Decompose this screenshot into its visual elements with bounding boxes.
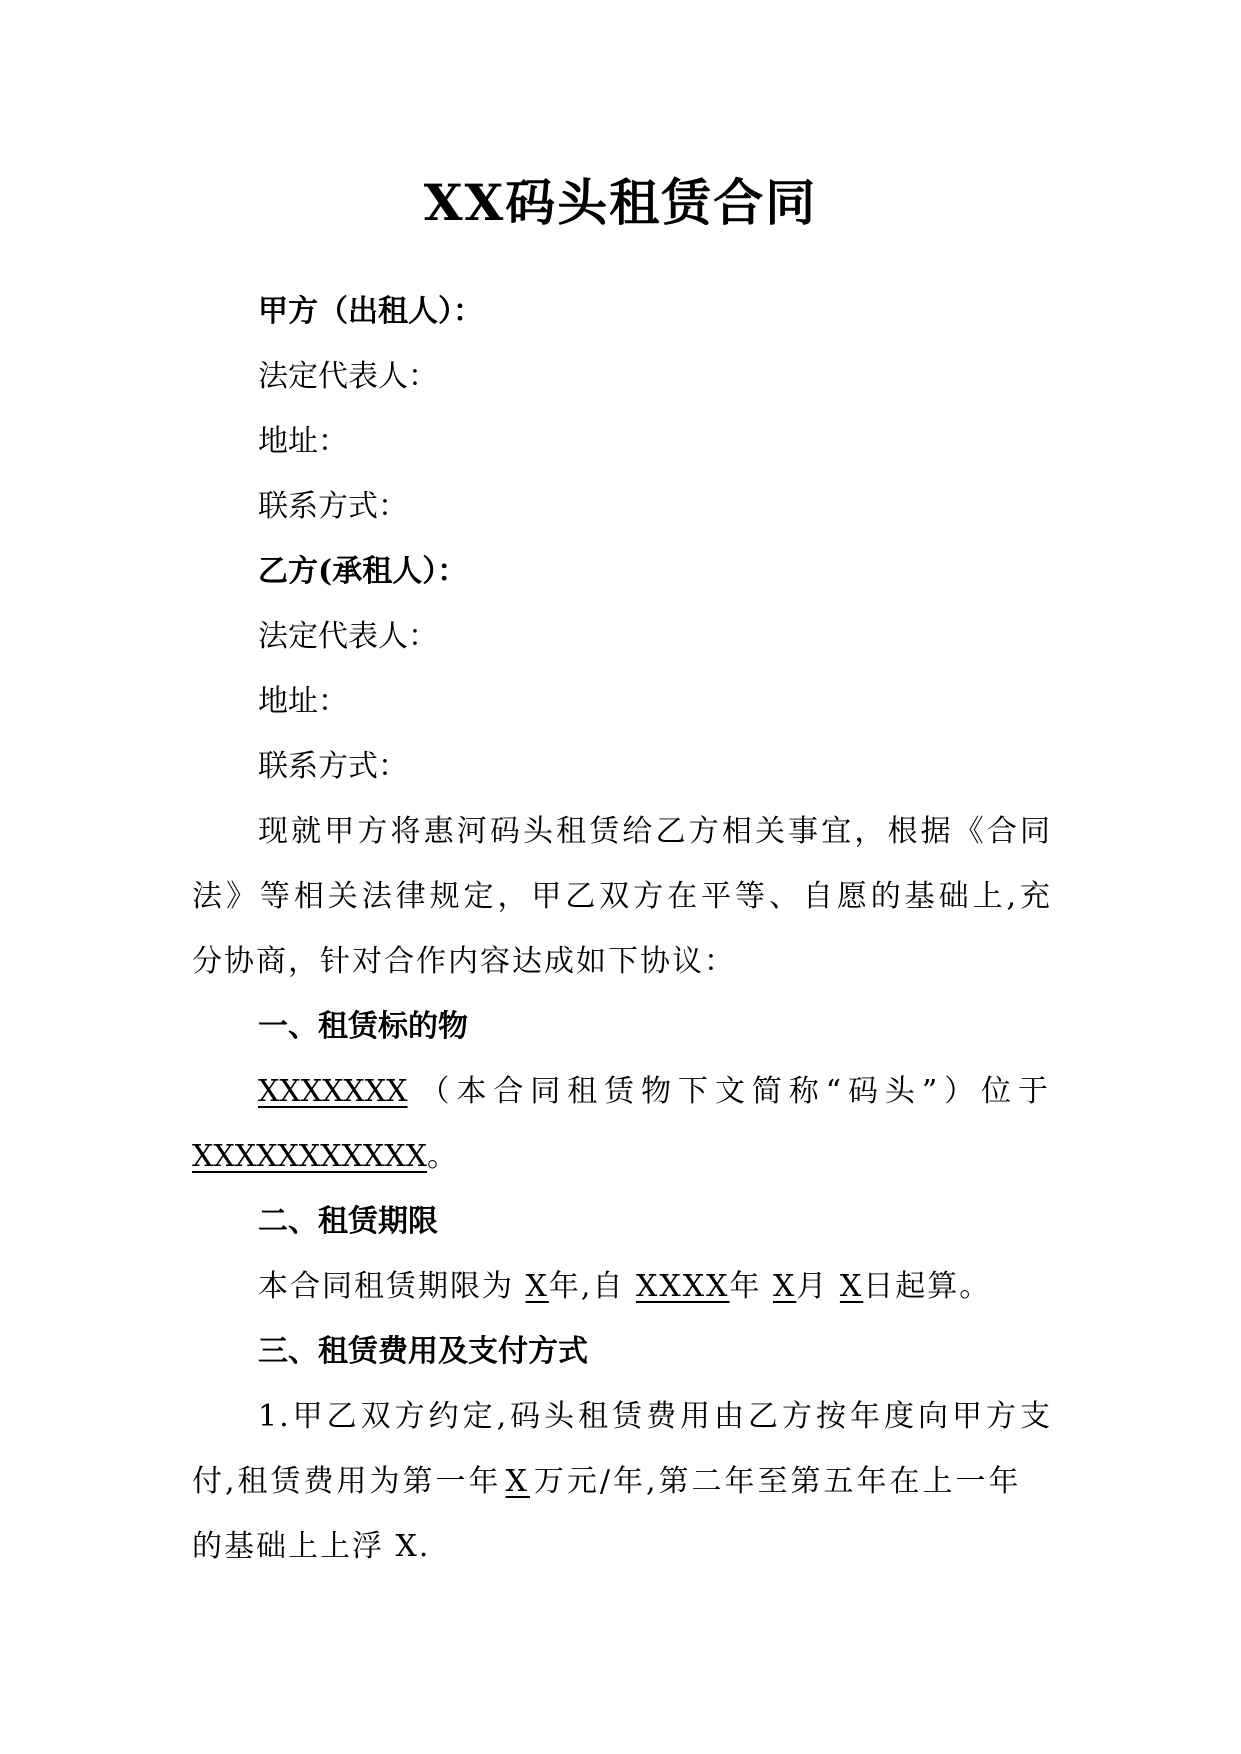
document-title: XX码头租赁合同 [423,173,818,232]
payment-line-1: 1.甲乙双方约定,码头租赁费用由乙方按年度向甲方支 [258,1399,1052,1434]
lease-term-text-1: 本合同租赁期限为 [258,1269,514,1304]
party-b-contact-label: 联系方式： [258,749,408,784]
leased-object-blank: XXXXXXX [258,1074,408,1109]
lease-term-line [258,1265,991,1309]
party-a-rep-label: 法定代表人： [258,359,438,394]
lease-years-blank: X [525,1269,549,1304]
party-b-address-label: 地址： [258,684,348,719]
party-a-address-label: 地址： [258,424,348,459]
location-blank: XXXXXXXXXXX [192,1139,427,1174]
intro-line-1: 现就甲方将惠河码头租赁给乙方相关事宜，根据《合同 [258,814,1052,849]
first-year-fee-blank: X [505,1464,530,1499]
payment-line-3: 的基础上上浮 X. [192,1529,431,1564]
location-period: 。 [426,1139,457,1174]
start-day-blank: X [839,1269,864,1304]
start-year-blank: XXXX [636,1269,730,1304]
start-month-blank: X [772,1269,797,1304]
lease-term-text-3: 年 [729,1269,762,1304]
intro-line-2: 法》等相关法律规定，甲乙双方在平等、自愿的基础上,充 [192,879,1052,914]
section-2-heading: 二、租赁期限 [258,1204,438,1239]
section-1-line-1 [258,1070,1052,1114]
section-3-heading: 三、租赁费用及支付方式 [258,1334,588,1369]
leased-object-text: （本合同租赁物下文简称“码头”）位于 [419,1074,1052,1109]
party-a-heading: 甲方（出租人）： [258,294,483,329]
party-b-heading: 乙方(承租人）： [258,554,468,589]
lease-term-text-2: 年,自 [548,1269,625,1304]
payment-text-2: 万元/年,第二年至第五年在上一年 [533,1464,1022,1499]
lease-term-text-4: 月 [796,1269,829,1304]
payment-text-1: 付,租赁费用为第一年 [192,1464,502,1499]
section-1-line-2 [192,1135,457,1179]
intro-line-3: 分协商，针对合作内容达成如下协议： [192,944,736,979]
lease-term-text-5: 日起算。 [863,1269,992,1304]
section-1-heading: 一、租赁标的物 [258,1009,468,1044]
party-a-contact-label: 联系方式： [258,489,408,524]
payment-line-2 [192,1460,1052,1504]
party-b-rep-label: 法定代表人： [258,619,438,654]
